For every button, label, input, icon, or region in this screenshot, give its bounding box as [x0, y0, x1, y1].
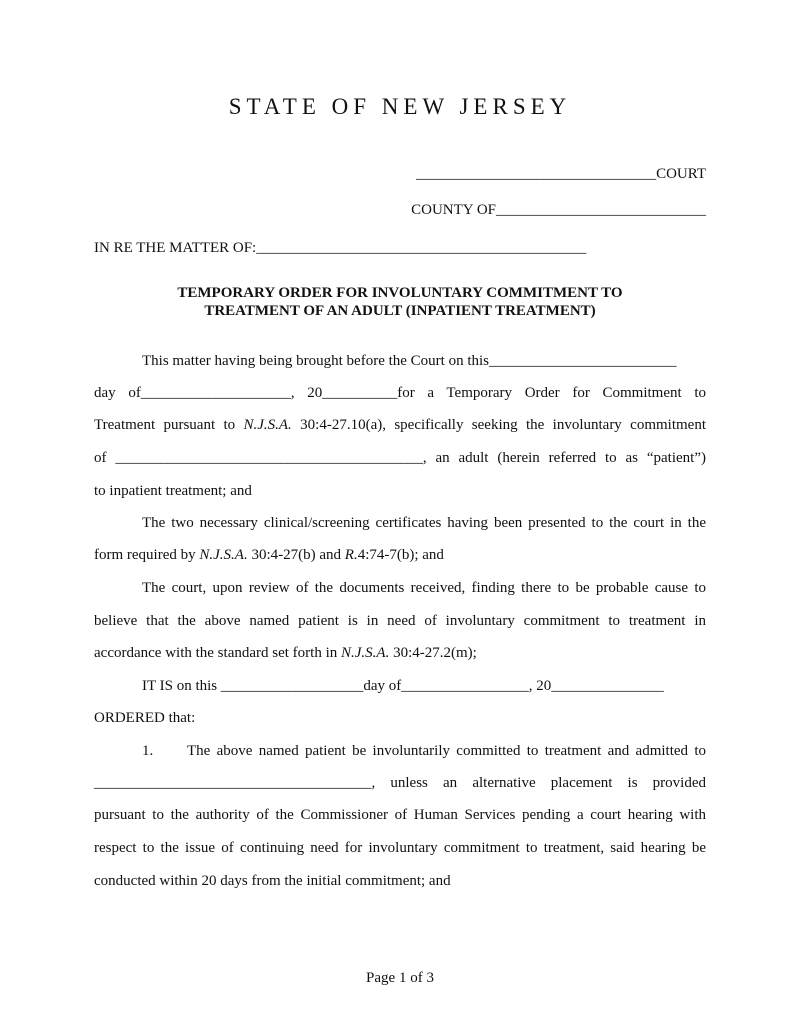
- ordered-that: ORDERED that:: [94, 710, 196, 726]
- item-1-line-4: respect to the issue of continuing need for involuntary commitment to treatment, said hearing be: [94, 840, 706, 856]
- document-title: STATE OF NEW JERSEY: [228, 94, 572, 119]
- item-1-line-1: 1. The above named patient be involuntarily committed to treatment and admitted to: [142, 743, 706, 759]
- county-field: COUNTY OF____________________________: [411, 202, 706, 218]
- item-1-line-2: _____________________________________, unless an alternative placement is provided: [94, 775, 706, 791]
- paragraph-1-line-2: day of____________________, 20__________for a Temporary Order for Commitment to: [94, 385, 706, 401]
- paragraph-3-line-2: believe that the above named patient is in need of involuntary commitment to treatment in: [94, 613, 706, 629]
- paragraph-3-line-3: accordance with the standard set forth in N.J.S.A. 30:4-27.2(m);: [94, 645, 477, 661]
- paragraph-1-line-3: Treatment pursuant to N.J.S.A. 30:4-27.10(a), specifically seeking the involuntary commitment: [94, 417, 706, 433]
- item-1-line-3: pursuant to the authority of the Commissioner of Human Services pending a court hearing with: [94, 807, 706, 823]
- ordered-date-line: IT IS on this ___________________day of_________________, 20_______________: [142, 678, 664, 694]
- page-number: Page 1 of 3: [366, 970, 434, 986]
- paragraph-2-line-2: form required by N.J.S.A. 30:4-27(b) and R.4:74-7(b); and: [94, 547, 444, 563]
- item-1-number: 1.: [142, 743, 154, 759]
- paragraph-1-line-1: This matter having being brought before the Court on this_________________________: [142, 353, 677, 369]
- paragraph-1-line-5: to inpatient treatment; and: [94, 483, 252, 499]
- order-heading-line-2: TREATMENT OF AN ADULT (INPATIENT TREATMENT): [204, 303, 596, 319]
- item-1-line-5: conducted within 20 days from the initial commitment; and: [94, 873, 451, 889]
- order-heading-line-1: TEMPORARY ORDER FOR INVOLUNTARY COMMITMENT TO: [177, 285, 623, 301]
- paragraph-1-line-4: of _________________________________________, an adult (herein referred to as “patient”): [94, 450, 706, 466]
- matter-field: IN RE THE MATTER OF:____________________________________________: [94, 240, 587, 256]
- paragraph-3-line-1: The court, upon review of the documents received, finding there to be probable cause to: [142, 580, 706, 596]
- paragraph-2-line-1: The two necessary clinical/screening certificates having been presented to the court in the: [142, 515, 706, 531]
- court-field: ________________________________COURT: [416, 166, 706, 182]
